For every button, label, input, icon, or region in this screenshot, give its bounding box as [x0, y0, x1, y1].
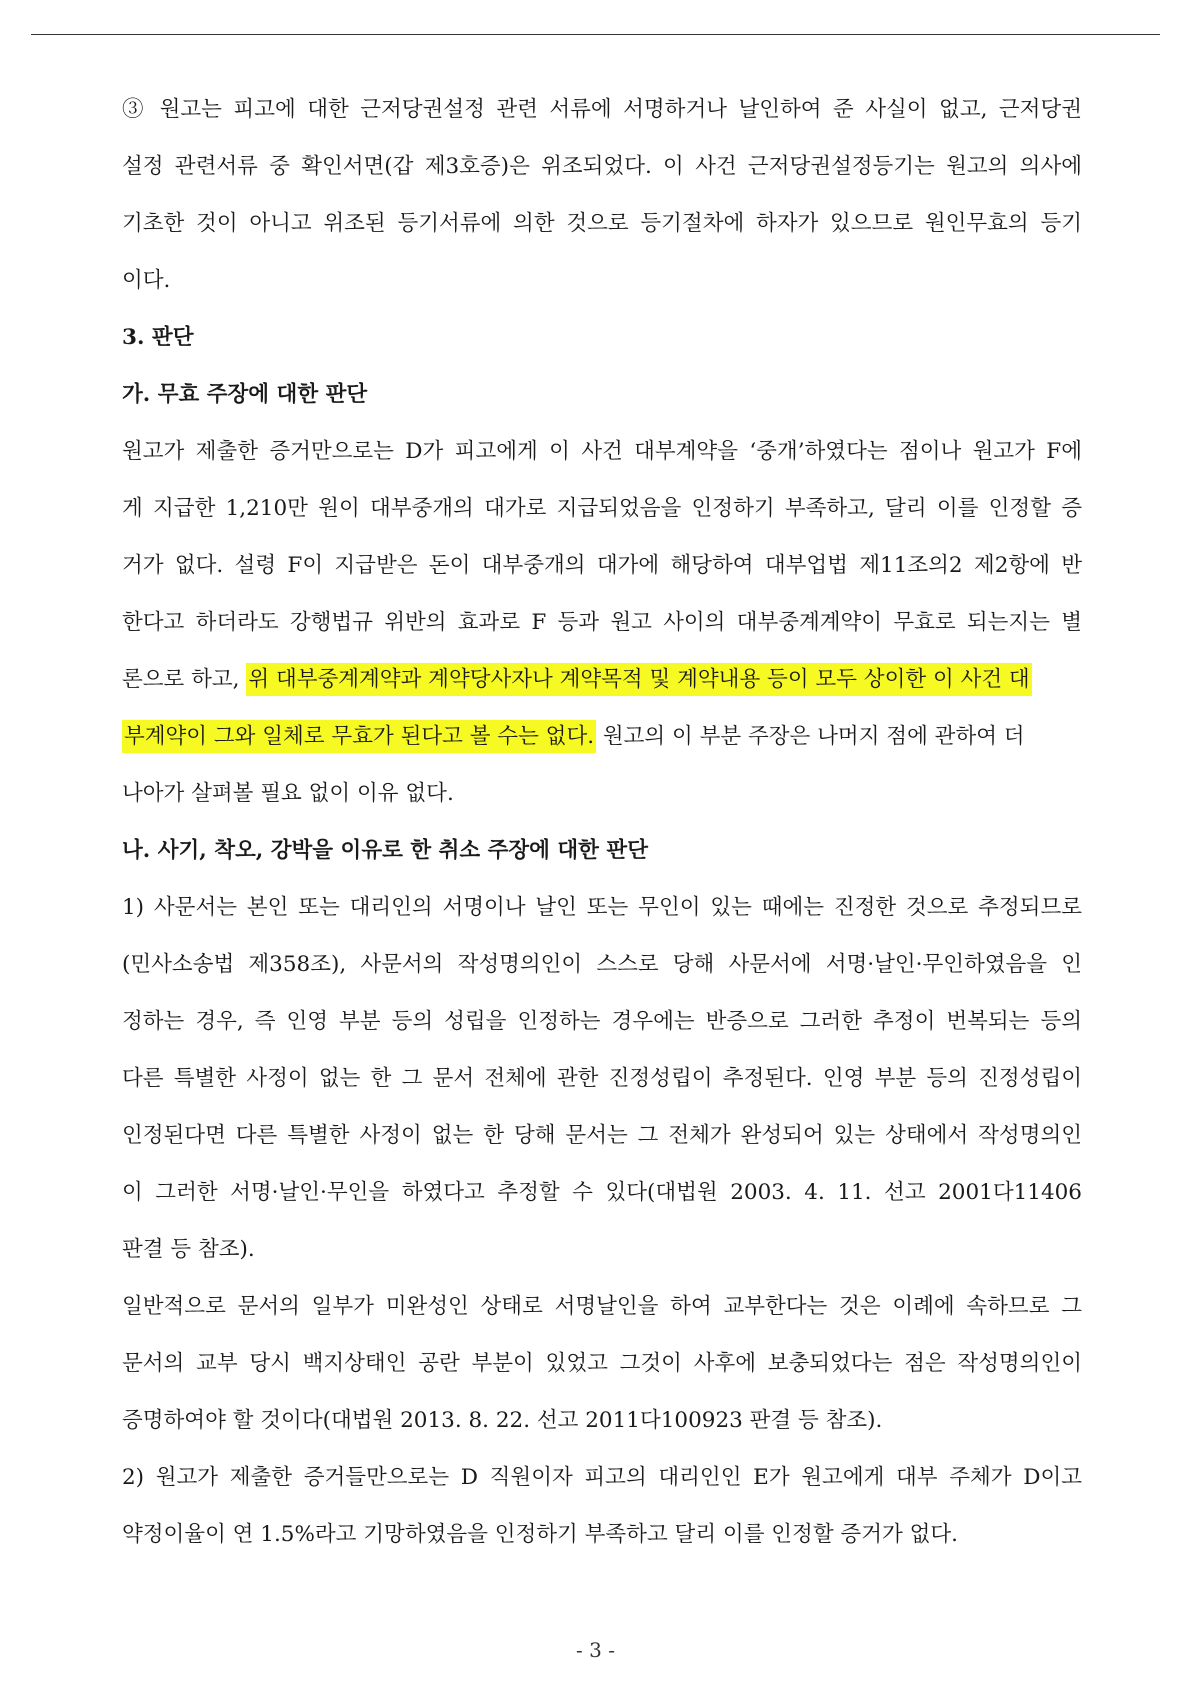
page-number: - 3 - [576, 1638, 615, 1662]
paragraph-line: ③ 원고는 피고에 대한 근저당권설정 관련 서류에 서명하거나 날인하여 준 사실이 없고, 근저당권 [122, 97, 1082, 122]
subsection-heading: 나. 사기, 착오, 강박을 이유로 한 취소 주장에 대한 판단 [122, 838, 648, 863]
header-rule [31, 34, 1160, 35]
paragraph-line: 일반적으로 문서의 일부가 미완성인 상태로 서명날인을 하여 교부한다는 것은 이례에 속하므로 그 [122, 1294, 1082, 1319]
paragraph-text: 원고의 이 부분 주장은 나머지 점에 관하여 더 [596, 724, 1025, 749]
paragraph-line [122, 719, 1082, 776]
paragraph-line: 기초한 것이 아니고 위조된 등기서류에 의한 것으로 등기절차에 하자가 있으므로 원인무효의 등기 [122, 211, 1082, 236]
paragraph-line: 나아가 살펴볼 필요 없이 이유 없다. [122, 781, 454, 806]
paragraph-line: 2) 원고가 제출한 증거들만으로는 D 직원이자 피고의 대리인인 E가 원고에게 대부 주체가 D이고 [122, 1465, 1082, 1490]
paragraph-line: 설정 관련서류 중 확인서면(갑 제3호증)은 위조되었다. 이 사건 근저당권설정등기는 원고의 의사에 [122, 154, 1082, 179]
highlighted-text: 위 대부중계계약과 계약당사자나 계약목적 및 계약내용 등이 모두 상이한 이 사건 대 [246, 663, 1031, 696]
document-body [122, 92, 1082, 1574]
section-heading: 3. 판단 [122, 325, 194, 350]
paragraph-line: 문서의 교부 당시 백지상태인 공란 부분이 있었고 그것이 사후에 보충되었다는 점은 작성명의인이 [122, 1351, 1082, 1376]
paragraph-line: 인정된다면 다른 특별한 사정이 없는 한 당해 문서는 그 전체가 완성되어 있는 상태에서 작성명의인 [122, 1123, 1082, 1148]
highlighted-text: 부계약이 그와 일체로 무효가 된다고 볼 수는 없다. [122, 720, 596, 753]
paragraph-line: 증명하여야 할 것이다(대법원 2013. 8. 22. 선고 2011다100923 판결 등 참조). [122, 1408, 883, 1433]
paragraph-line: 게 지급한 1,210만 원이 대부중개의 대가로 지급되었음을 인정하기 부족하고, 달리 이를 인정할 증 [122, 496, 1082, 521]
paragraph-line: 정하는 경우, 즉 인영 부분 등의 성립을 인정하는 경우에는 반증으로 그러한 추정이 번복되는 등의 [122, 1009, 1082, 1034]
paragraph-line: 이 그러한 서명·날인·무인을 하였다고 추정할 수 있다(대법원 2003. 4. 11. 선고 2001다11406 [122, 1180, 1082, 1205]
paragraph-line: 한다고 하더라도 강행법규 위반의 효과로 F 등과 원고 사이의 대부중계계약이 무효로 되는지는 별 [122, 610, 1082, 635]
paragraph-line: (민사소송법 제358조), 사문서의 작성명의인이 스스로 당해 사문서에 서명·날인·무인하였음을 인 [122, 952, 1082, 977]
paragraph-line: 약정이율이 연 1.5%라고 기망하였음을 인정하기 부족하고 달리 이를 인정할 증거가 없다. [122, 1522, 958, 1547]
paragraph-line: 거가 없다. 설령 F이 지급받은 돈이 대부중개의 대가에 해당하여 대부업법 제11조의2 제2항에 반 [122, 553, 1082, 578]
paragraph-text: 론으로 하고, [122, 667, 247, 692]
paragraph-line [122, 662, 1082, 719]
paragraph-line: 원고가 제출한 증거만으로는 D가 피고에게 이 사건 대부계약을 ‘중개’하였다는 점이나 원고가 F에 [122, 439, 1082, 464]
subsection-heading: 가. 무효 주장에 대한 판단 [122, 382, 368, 407]
paragraph-line: 다른 특별한 사정이 없는 한 그 문서 전체에 관한 진정성립이 추정된다. 인영 부분 등의 진정성립이 [122, 1066, 1082, 1091]
paragraph-line: 판결 등 참조). [122, 1237, 255, 1262]
paragraph-line: 1) 사문서는 본인 또는 대리인의 서명이나 날인 또는 무인이 있는 때에는 진정한 것으로 추정되므로 [122, 895, 1082, 920]
paragraph-line: 이다. [122, 268, 171, 293]
